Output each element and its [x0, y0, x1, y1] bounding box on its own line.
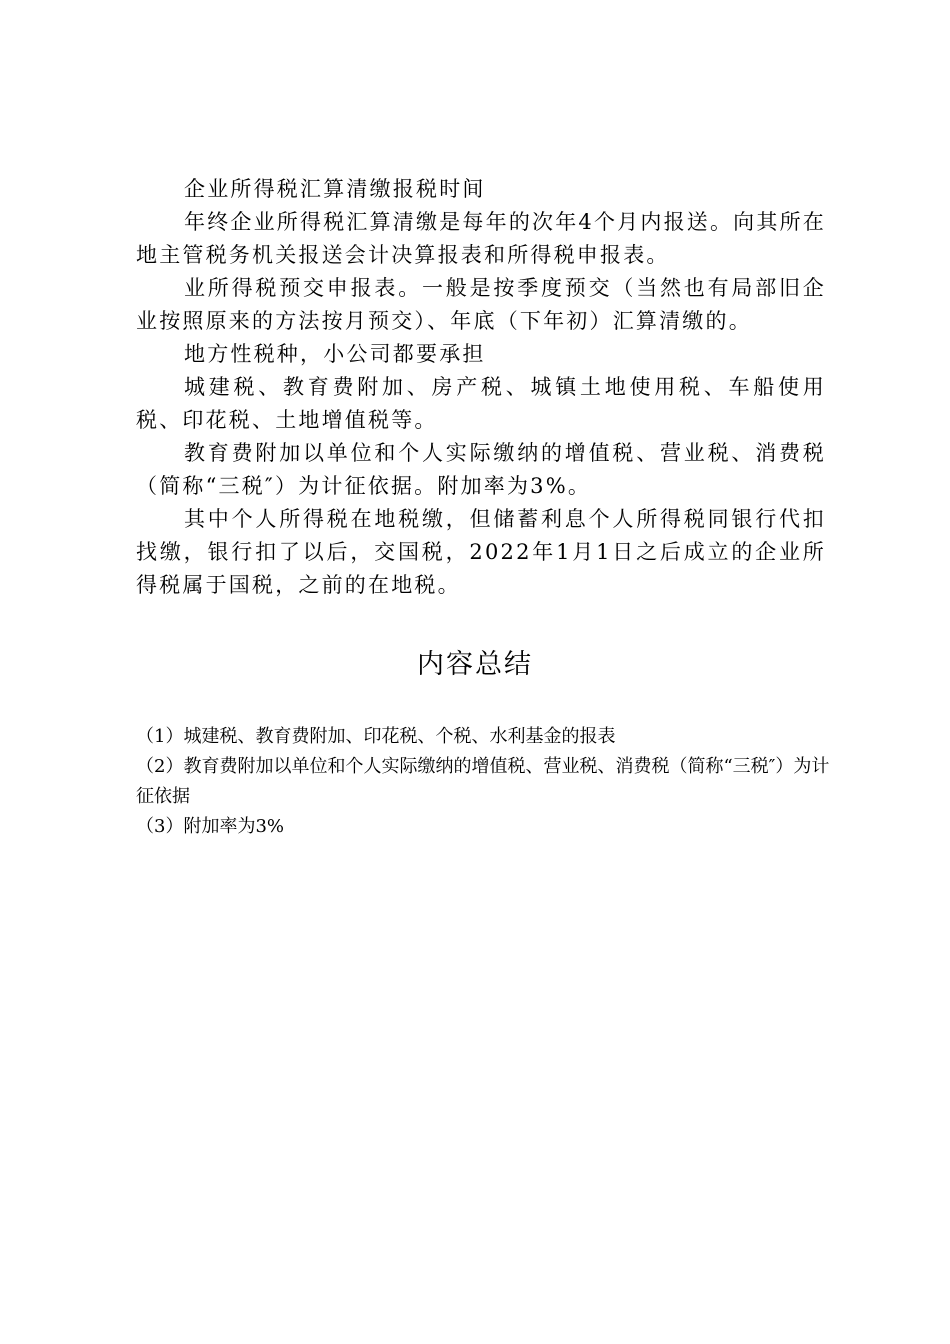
- paragraph: 其中个人所得税在地税缴，但储蓄利息个人所得税同银行代扣找缴，银行扣了以后，交国税，2022年1月1日之后成立的企业所得税属于国税，之前的在地税。: [136, 507, 826, 597]
- summary-title: 内容总结: [417, 649, 533, 680]
- subheading-paragraph: 地方性税种，小公司都要承担: [184, 342, 486, 366]
- summary-item: （3）附加率为3%: [136, 816, 285, 837]
- summary-item: （2）教育费附加以单位和个人实际缴纳的增值税、营业税、消费税（简称“三税″）为计征依据: [136, 756, 830, 807]
- summary-item: （1）城建税、教育费附加、印花税、个税、水利基金的报表: [136, 726, 616, 747]
- paragraph: 教育费附加以单位和个人实际缴纳的增值税、营业税、消费税（简称“三税″）为计征依据。附加率为3%。: [136, 441, 826, 498]
- paragraph: 城建税、教育费附加、房产税、城镇土地使用税、车船使用税、印花税、土地增值税等。: [136, 375, 826, 432]
- document-body: [136, 173, 826, 602]
- paragraph: 业所得税预交申报表。一般是按季度预交（当然也有局部旧企业按照原来的方法按月预交）、年底（下年初）汇算清缴的。: [136, 276, 826, 333]
- summary-list: [136, 722, 836, 842]
- heading-paragraph: 企业所得税汇算清缴报税时间: [184, 177, 486, 201]
- paragraph: 年终企业所得税汇算清缴是每年的次年4个月内报送。向其所在地主管税务机关报送会计决算报表和所得税申报表。: [136, 210, 826, 267]
